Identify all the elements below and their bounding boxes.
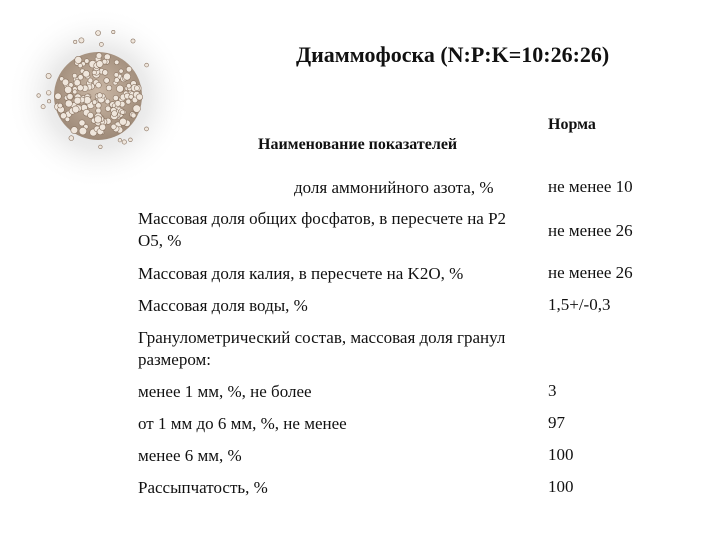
row-value-under-1mm: 3 (548, 381, 557, 400)
row-name-ammonium-nitrogen: доля аммонийного азота, % (294, 178, 494, 197)
row-value-friability: 100 (548, 477, 574, 496)
row-name-under-1mm: менее 1 мм, %, не более (138, 382, 312, 401)
fertilizer-granules-image (0, 0, 200, 200)
row-value-phosphates: не менее 26 (548, 221, 633, 240)
column-header-norm: Норма (548, 116, 596, 133)
row-name-1-to-6mm: от 1 мм до 6 мм, %, не менее (138, 414, 347, 433)
page-title: Диаммофоска (N:P:K=10:26:26) (296, 42, 610, 67)
row-name-potassium: Массовая доля калия, в пересчете на K2O, % (138, 264, 464, 283)
row-value-water: 1,5+/-0,3 (548, 295, 611, 314)
row-name-water: Массовая доля воды, % (138, 296, 308, 315)
row-name-phosphates: Массовая доля общих фосфатов, в пересчете на P2 O5, % (138, 209, 507, 250)
row-name-under-6mm: менее 6 мм, % (138, 446, 242, 465)
row-value-ammonium-nitrogen: не менее 10 (548, 177, 633, 196)
row-name-granulometric: Гранулометрический состав, массовая доля гранул размером: (138, 328, 506, 369)
row-value-1-to-6mm: 97 (548, 413, 565, 432)
row-value-potassium: не менее 26 (548, 263, 633, 282)
column-header-name: Наименование показателей (258, 136, 458, 153)
row-value-under-6mm: 100 (548, 445, 574, 464)
row-name-friability: Рассыпчатость, % (138, 478, 268, 497)
